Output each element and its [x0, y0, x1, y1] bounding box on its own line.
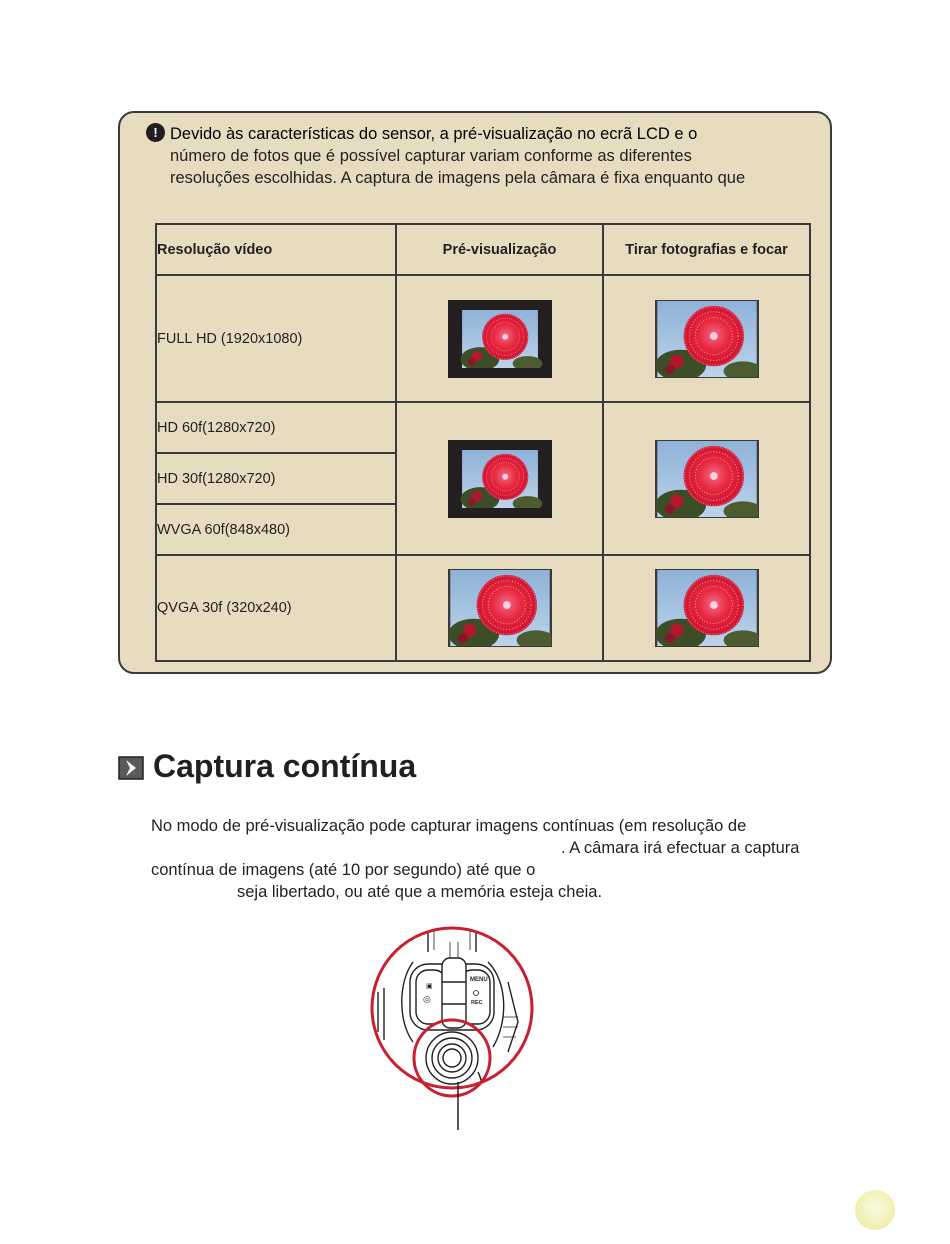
preview-cell	[396, 275, 603, 402]
svg-text:▣: ▣	[426, 983, 433, 990]
body-line-2: . A câmara irá efectuar a captura	[561, 839, 800, 857]
row-label-qvga-30f: QVGA 30f (320x240)	[156, 555, 396, 661]
flower-photo-image	[655, 440, 759, 518]
row-label-hd-30f: HD 30f(1280x720)	[156, 453, 396, 504]
note-text	[170, 123, 820, 189]
row-label-full-hd: FULL HD (1920x1080)	[156, 275, 396, 402]
section-body	[151, 815, 841, 903]
exclamation-icon: !	[146, 123, 165, 142]
flower-preview-image	[448, 569, 552, 647]
note-box	[118, 111, 832, 674]
flower-preview-letterbox-image	[448, 300, 552, 378]
resolution-table	[155, 223, 811, 662]
preview-cell	[396, 402, 603, 555]
header-preview: Pré-visualização	[396, 224, 603, 275]
menu-label: MENU	[470, 977, 488, 983]
body-line-4: seja libertado, ou até que a memória esteja cheia.	[237, 883, 603, 901]
flower-preview-letterbox-image	[448, 440, 552, 518]
note-line-3: resoluções escolhidas. A captura de imagens pela câmara é fixa enquanto que	[170, 169, 746, 187]
section-title: Captura contínua	[153, 748, 417, 784]
preview-cell	[396, 555, 603, 661]
photo-cell	[603, 402, 810, 555]
table-row	[156, 555, 810, 661]
header-resolution: Resolução vídeo	[156, 224, 396, 275]
flower-photo-image	[655, 300, 759, 378]
flower-photo-image	[655, 569, 759, 647]
svg-text:◎: ◎	[423, 994, 431, 1004]
table-row	[156, 275, 810, 402]
photo-cell	[603, 275, 810, 402]
note-line-1: Devido às características do sensor, a pré-visualização no ecrã LCD e o	[170, 125, 698, 143]
chevron-right-icon	[118, 756, 144, 780]
body-line-3: contínua de imagens (até 10 por segundo) até que o	[151, 861, 536, 879]
table-header-row	[156, 224, 810, 275]
rec-label: REC	[471, 1000, 483, 1006]
camera-shutter-illustration	[368, 922, 538, 1132]
page-number-circle	[855, 1190, 895, 1230]
row-label-hd-60f: HD 60f(1280x720)	[156, 402, 396, 453]
note-line-2: número de fotos que é possível capturar variam conforme as diferentes	[170, 147, 692, 165]
header-photo-focus: Tirar fotografias e focar	[603, 224, 810, 275]
row-label-wvga-60f: WVGA 60f(848x480)	[156, 504, 396, 555]
body-line-1: No modo de pré-visualização pode capturar imagens contínuas (em resolução de	[151, 817, 747, 835]
photo-cell	[603, 555, 810, 661]
table-row	[156, 402, 810, 453]
